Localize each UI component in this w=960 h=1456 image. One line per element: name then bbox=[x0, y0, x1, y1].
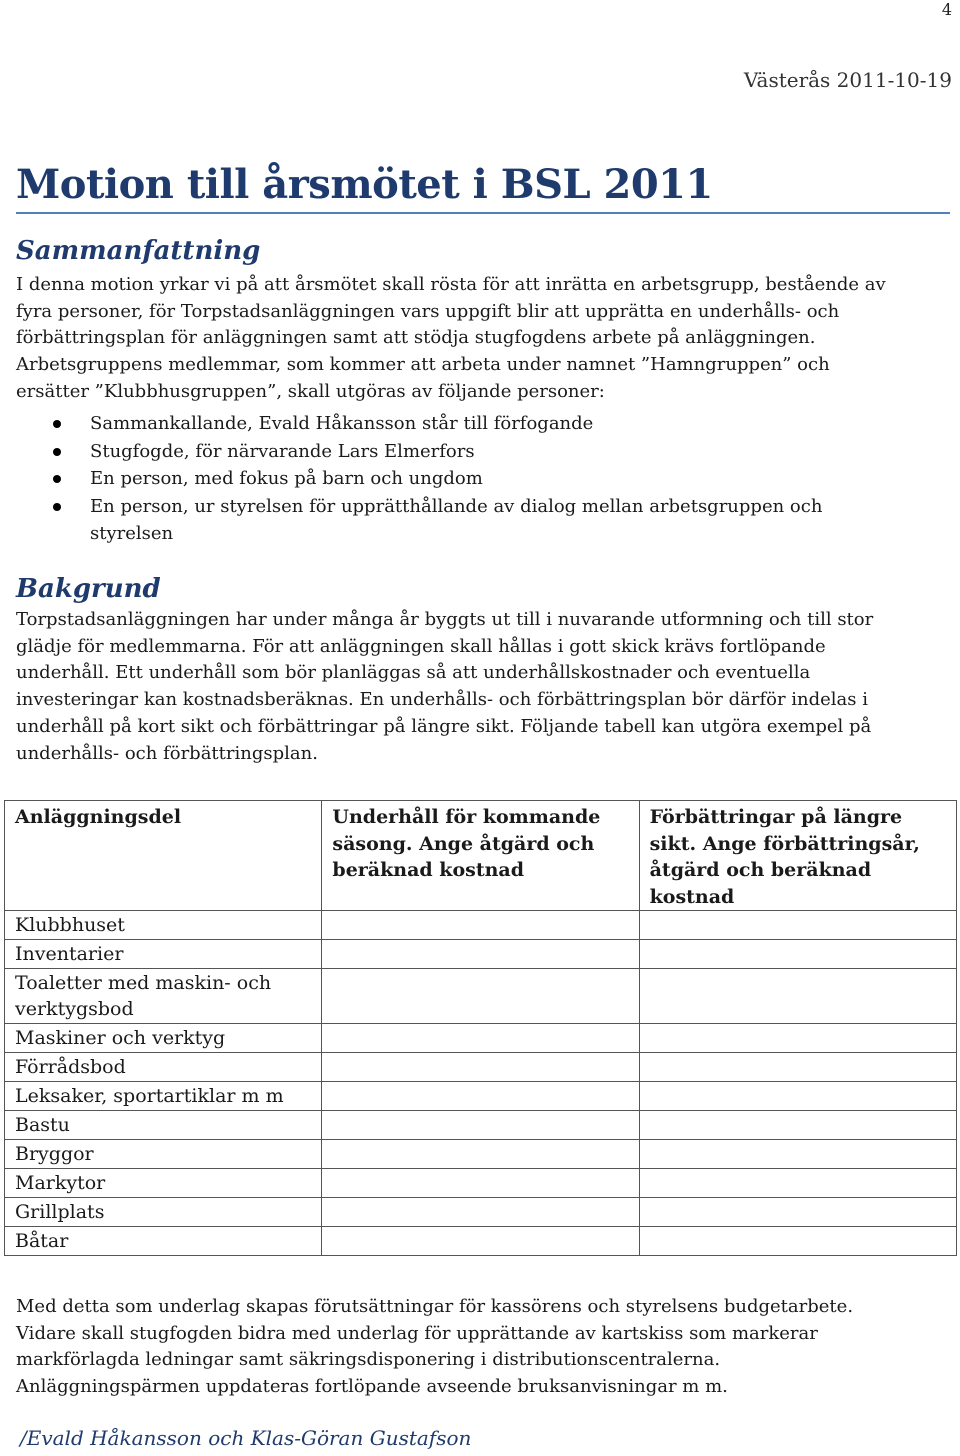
table-cell-empty bbox=[322, 940, 639, 969]
table-header-cell: Anläggningsdel bbox=[5, 801, 322, 911]
table-cell: Bastu bbox=[5, 1111, 322, 1140]
summary-paragraph bbox=[16, 272, 946, 406]
list-item: En person, med fokus på barn och ungdom bbox=[0, 465, 890, 493]
table-cell-empty bbox=[322, 969, 639, 1024]
table-cell-empty bbox=[322, 1198, 639, 1227]
signature: /Evald Håkansson och Klas-Göran Gustafson bbox=[20, 1426, 472, 1450]
background-line: investeringar kan kostnadsberäknas. En underhålls- och förbättringsplan bör därför indelas i bbox=[16, 689, 868, 711]
summary-line: förbättringsplan för anläggningen samt att stödja stugfogdens arbete på anläggningen. bbox=[16, 327, 816, 349]
table-cell: Båtar bbox=[5, 1227, 322, 1256]
table-cell-empty bbox=[322, 1227, 639, 1256]
bullet-icon bbox=[53, 420, 61, 428]
table-cell: Klubbhuset bbox=[5, 911, 322, 940]
list-item: En person, ur styrelsen för upprätthållande av dialog mellan arbetsgruppen och styrelsen bbox=[0, 493, 890, 548]
bullet-icon bbox=[53, 475, 61, 483]
table-cell-empty bbox=[322, 1169, 639, 1198]
table-row bbox=[5, 1169, 957, 1198]
table-cell-empty bbox=[639, 1111, 956, 1140]
table-cell-empty bbox=[639, 1227, 956, 1256]
table-cell: Toaletter med maskin- och verktygsbod bbox=[5, 969, 322, 1024]
table-cell-empty bbox=[639, 1082, 956, 1111]
page-number: 4 bbox=[941, 0, 952, 19]
summary-line: fyra personer, för Torpstadsanläggningen vars uppgift blir att upprätta en underhålls- och bbox=[16, 300, 840, 322]
summary-line: I denna motion yrkar vi på att årsmötet skall rösta för att inrätta en arbetsgrupp, bestående av bbox=[16, 274, 886, 295]
document-date: Västerås 2011-10-19 bbox=[743, 68, 952, 92]
background-line: underhåll. Ett underhåll som bör planläggas så att underhållskostnader och eventuella bbox=[16, 662, 811, 684]
table-cell-empty bbox=[639, 1024, 956, 1053]
background-line: glädje för medlemmarna. För att anläggningen skall hållas i gott skick krävs fortlöpande bbox=[16, 635, 826, 657]
closing-line: markförlagda ledningar samt säkringsdisponering i distributionscentralerna. bbox=[16, 1349, 721, 1371]
table-cell-empty bbox=[639, 1198, 956, 1227]
summary-line: Arbetsgruppens medlemmar, som kommer att arbeta under namnet ”Hamngruppen” och bbox=[16, 354, 830, 376]
background-line: underhålls- och förbättringsplan. bbox=[16, 742, 318, 764]
table-row bbox=[5, 1198, 957, 1227]
table-header-row bbox=[5, 801, 957, 911]
summary-heading: Sammanfattning bbox=[16, 236, 261, 266]
table-row bbox=[5, 1140, 957, 1169]
background-heading: Bakgrund bbox=[16, 574, 161, 604]
maintenance-plan-table bbox=[4, 800, 957, 1256]
bullet-icon bbox=[53, 448, 61, 456]
table-cell-empty bbox=[322, 911, 639, 940]
table-row bbox=[5, 1111, 957, 1140]
table-cell-empty bbox=[639, 911, 956, 940]
table-cell-empty bbox=[639, 1140, 956, 1169]
table-cell: Leksaker, sportartiklar m m bbox=[5, 1082, 322, 1111]
background-line: underhåll på kort sikt och förbättringar på längre sikt. Följande tabell kan utgöra exempel på bbox=[16, 715, 872, 737]
background-paragraph bbox=[16, 607, 946, 767]
table-cell-empty bbox=[639, 940, 956, 969]
table-header-cell: Förbättringar på längre sikt. Ange förbättringsår, åtgärd och beräknad kostnad bbox=[639, 801, 956, 911]
bullet-icon bbox=[53, 503, 61, 511]
background-line: Torpstadsanläggningen har under många år byggts ut till i nuvarande utformning och till stor bbox=[16, 609, 874, 630]
closing-line: Med detta som underlag skapas förutsättningar för kassörens och styrelsens budgetarbete. bbox=[16, 1296, 854, 1317]
table-cell: Maskiner och verktyg bbox=[5, 1024, 322, 1053]
table-cell: Inventarier bbox=[5, 940, 322, 969]
table-row bbox=[5, 1227, 957, 1256]
table-row bbox=[5, 1082, 957, 1111]
table-cell-empty bbox=[639, 1053, 956, 1082]
table-row bbox=[5, 1024, 957, 1053]
table-cell-empty bbox=[639, 1169, 956, 1198]
table-row bbox=[5, 1053, 957, 1082]
closing-line: Vidare skall stugfogden bidra med underlag för upprättande av kartskiss som markerar bbox=[16, 1322, 818, 1344]
members-list bbox=[0, 410, 960, 548]
table-cell-empty bbox=[639, 969, 956, 1024]
table-row bbox=[5, 969, 957, 1024]
table-cell-empty bbox=[322, 1024, 639, 1053]
page-title: Motion till årsmötet i BSL 2011 bbox=[16, 160, 950, 214]
table-row bbox=[5, 940, 957, 969]
list-item: Sammankallande, Evald Håkansson står till förfogande bbox=[0, 410, 890, 438]
table-cell-empty bbox=[322, 1082, 639, 1111]
table-cell: Bryggor bbox=[5, 1140, 322, 1169]
summary-line: ersätter ”Klubbhusgruppen”, skall utgöras av följande personer: bbox=[16, 380, 605, 402]
table-cell: Grillplats bbox=[5, 1198, 322, 1227]
table-header-cell: Underhåll för kommande säsong. Ange åtgärd och beräknad kostnad bbox=[322, 801, 639, 911]
closing-line: Anläggningspärmen uppdateras fortlöpande avseende bruksanvisningar m m. bbox=[16, 1376, 728, 1398]
table-cell: Förrådsbod bbox=[5, 1053, 322, 1082]
table-cell-empty bbox=[322, 1140, 639, 1169]
table-row bbox=[5, 911, 957, 940]
list-item: Stugfogde, för närvarande Lars Elmerfors bbox=[0, 438, 890, 466]
closing-paragraph bbox=[16, 1294, 946, 1401]
table-cell: Markytor bbox=[5, 1169, 322, 1198]
table-cell-empty bbox=[322, 1111, 639, 1140]
table-cell-empty bbox=[322, 1053, 639, 1082]
